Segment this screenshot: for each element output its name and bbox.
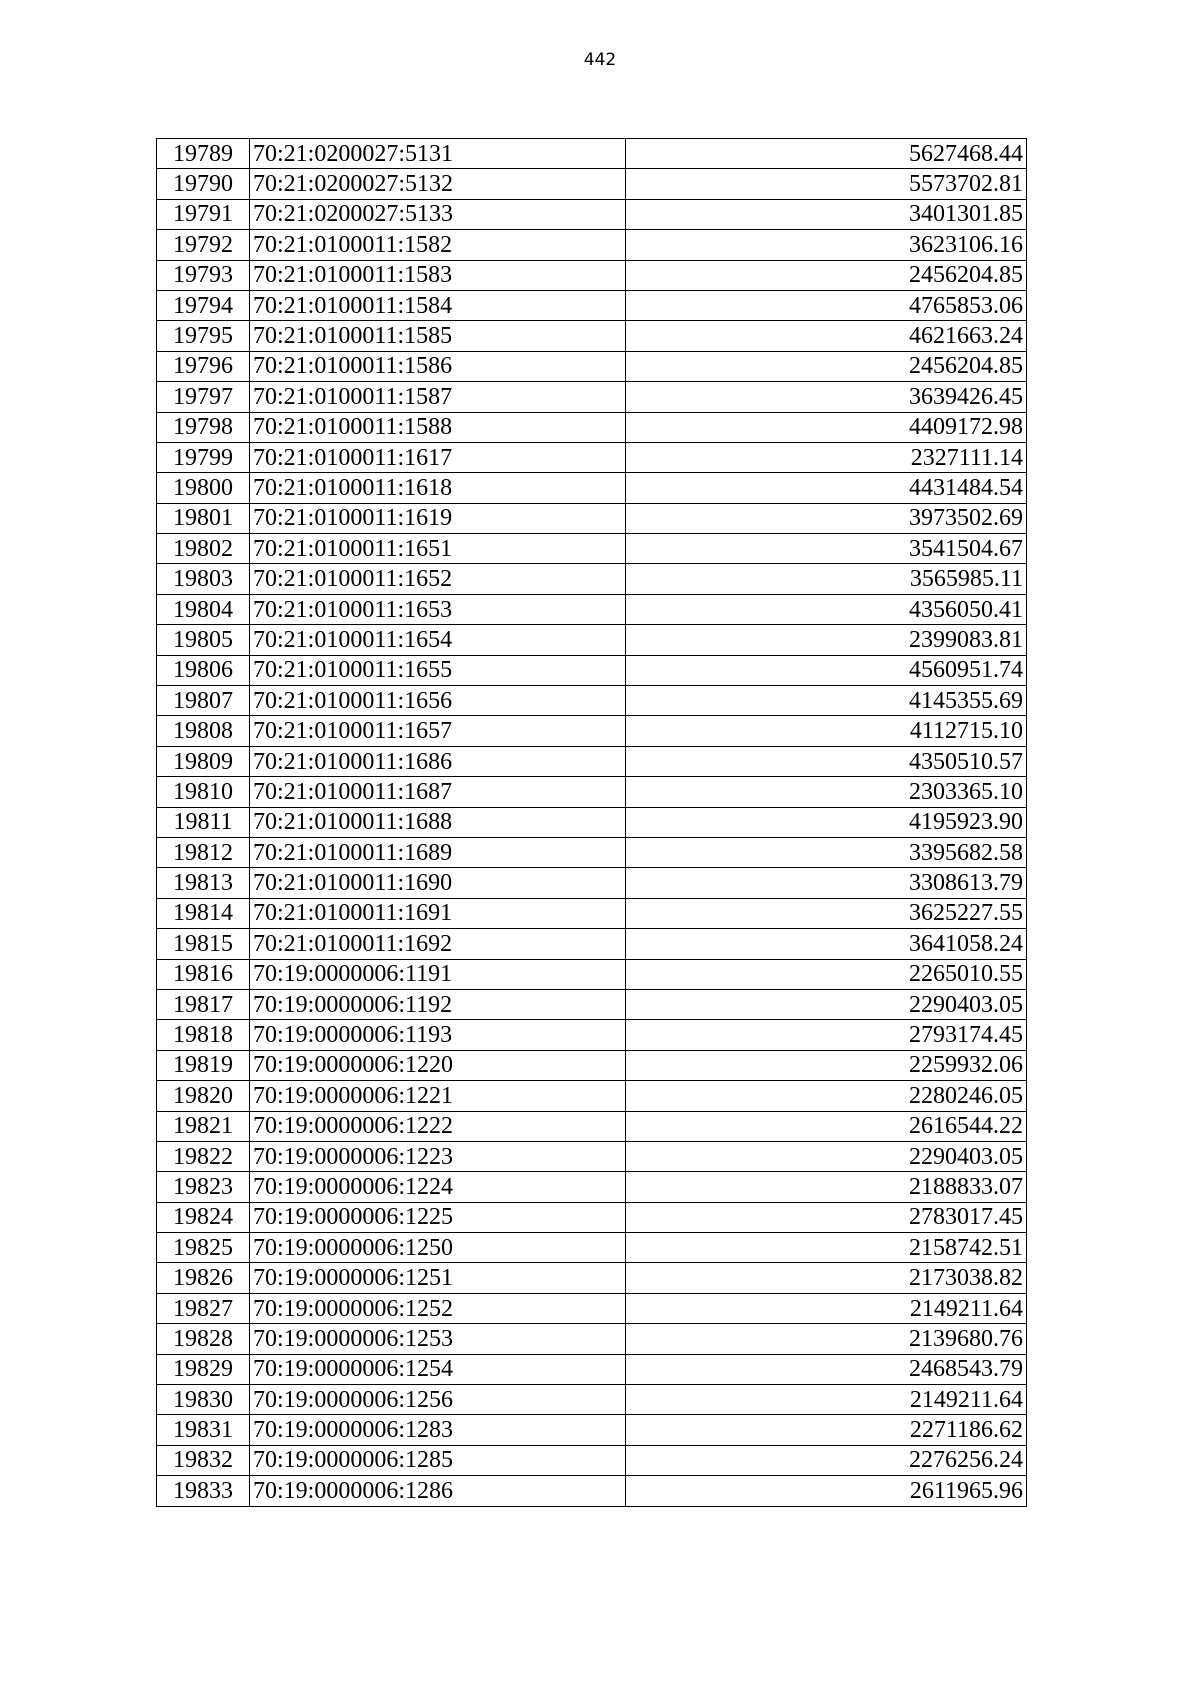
- value-cell: 4621663.24: [626, 321, 1027, 351]
- row-number-cell: 19805: [157, 625, 250, 655]
- row-number-cell: 19804: [157, 594, 250, 624]
- table-row: [157, 1050, 1027, 1080]
- row-number-cell: 19802: [157, 534, 250, 564]
- row-number-cell: 19792: [157, 230, 250, 260]
- table-row: [157, 655, 1027, 685]
- cadastral-number-cell: 70:19:0000006:1250: [250, 1233, 626, 1263]
- row-number-cell: 19832: [157, 1445, 250, 1475]
- value-cell: 3395682.58: [626, 837, 1027, 867]
- value-cell: 3973502.69: [626, 503, 1027, 533]
- table-row: [157, 503, 1027, 533]
- cadastral-number-cell: 70:21:0100011:1691: [250, 898, 626, 928]
- row-number-cell: 19826: [157, 1263, 250, 1293]
- table-row: [157, 898, 1027, 928]
- value-cell: 2276256.24: [626, 1445, 1027, 1475]
- cadastral-number-cell: 70:19:0000006:1221: [250, 1081, 626, 1111]
- cadastral-number-cell: 70:21:0100011:1582: [250, 230, 626, 260]
- cadastral-number-cell: 70:21:0100011:1618: [250, 473, 626, 503]
- table-row: [157, 625, 1027, 655]
- cadastral-number-cell: 70:21:0200027:5133: [250, 199, 626, 229]
- table-row: [157, 473, 1027, 503]
- cadastral-number-cell: 70:19:0000006:1253: [250, 1324, 626, 1354]
- row-number-cell: 19793: [157, 260, 250, 290]
- cadastral-number-cell: 70:19:0000006:1222: [250, 1111, 626, 1141]
- table-row: [157, 1415, 1027, 1445]
- value-cell: 4560951.74: [626, 655, 1027, 685]
- table-row: [157, 1020, 1027, 1050]
- table-row: [157, 807, 1027, 837]
- value-cell: 2280246.05: [626, 1081, 1027, 1111]
- table-body: [157, 139, 1027, 1507]
- table-row: [157, 929, 1027, 959]
- cadastral-number-cell: 70:21:0100011:1588: [250, 412, 626, 442]
- cadastral-number-cell: 70:21:0100011:1617: [250, 442, 626, 472]
- table-row: [157, 1324, 1027, 1354]
- row-number-cell: 19816: [157, 959, 250, 989]
- table-row: [157, 746, 1027, 776]
- table-row: [157, 777, 1027, 807]
- row-number-cell: 19809: [157, 746, 250, 776]
- value-cell: 4431484.54: [626, 473, 1027, 503]
- cadastral-number-cell: 70:21:0100011:1657: [250, 716, 626, 746]
- row-number-cell: 19806: [157, 655, 250, 685]
- cadastral-number-cell: 70:19:0000006:1254: [250, 1354, 626, 1384]
- table-row: [157, 321, 1027, 351]
- row-number-cell: 19825: [157, 1233, 250, 1263]
- value-cell: 2303365.10: [626, 777, 1027, 807]
- row-number-cell: 19824: [157, 1202, 250, 1232]
- cadastral-number-cell: 70:19:0000006:1252: [250, 1293, 626, 1323]
- cadastral-number-cell: 70:19:0000006:1191: [250, 959, 626, 989]
- cadastral-number-cell: 70:19:0000006:1224: [250, 1172, 626, 1202]
- table-row: [157, 199, 1027, 229]
- row-number-cell: 19814: [157, 898, 250, 928]
- value-cell: 2399083.81: [626, 625, 1027, 655]
- table-row: [157, 534, 1027, 564]
- row-number-cell: 19811: [157, 807, 250, 837]
- cadastral-number-cell: 70:21:0100011:1651: [250, 534, 626, 564]
- value-cell: 2259932.06: [626, 1050, 1027, 1080]
- table-row: [157, 230, 1027, 260]
- table-row: [157, 1141, 1027, 1171]
- value-cell: 2188833.07: [626, 1172, 1027, 1202]
- cadastral-number-cell: 70:21:0100011:1585: [250, 321, 626, 351]
- row-number-cell: 19798: [157, 412, 250, 442]
- row-number-cell: 19800: [157, 473, 250, 503]
- value-cell: 2456204.85: [626, 351, 1027, 381]
- row-number-cell: 19819: [157, 1050, 250, 1080]
- row-number-cell: 19817: [157, 989, 250, 1019]
- table-row: [157, 564, 1027, 594]
- cadastral-number-cell: 70:21:0200027:5131: [250, 139, 626, 169]
- value-cell: 2290403.05: [626, 1141, 1027, 1171]
- cadastral-number-cell: 70:19:0000006:1283: [250, 1415, 626, 1445]
- value-cell: 2290403.05: [626, 989, 1027, 1019]
- row-number-cell: 19830: [157, 1385, 250, 1415]
- value-cell: 3308613.79: [626, 868, 1027, 898]
- value-cell: 3625227.55: [626, 898, 1027, 928]
- row-number-cell: 19808: [157, 716, 250, 746]
- row-number-cell: 19810: [157, 777, 250, 807]
- table-row: [157, 260, 1027, 290]
- row-number-cell: 19833: [157, 1476, 250, 1506]
- cadastral-number-cell: 70:19:0000006:1251: [250, 1263, 626, 1293]
- table-row: [157, 1263, 1027, 1293]
- value-cell: 2468543.79: [626, 1354, 1027, 1384]
- cadastral-number-cell: 70:21:0100011:1583: [250, 260, 626, 290]
- cadastral-number-cell: 70:21:0200027:5132: [250, 169, 626, 199]
- cadastral-number-cell: 70:19:0000006:1220: [250, 1050, 626, 1080]
- row-number-cell: 19827: [157, 1293, 250, 1323]
- cadastral-number-cell: 70:19:0000006:1193: [250, 1020, 626, 1050]
- table-row: [157, 686, 1027, 716]
- cadastral-number-cell: 70:21:0100011:1686: [250, 746, 626, 776]
- table-row: [157, 1172, 1027, 1202]
- value-cell: 3401301.85: [626, 199, 1027, 229]
- table-row: [157, 1445, 1027, 1475]
- cadastral-number-cell: 70:21:0100011:1692: [250, 929, 626, 959]
- table-row: [157, 382, 1027, 412]
- cadastral-number-cell: 70:21:0100011:1619: [250, 503, 626, 533]
- cadastral-number-cell: 70:19:0000006:1223: [250, 1141, 626, 1171]
- cadastral-number-cell: 70:19:0000006:1225: [250, 1202, 626, 1232]
- table-row: [157, 1111, 1027, 1141]
- table-row: [157, 959, 1027, 989]
- table-row: [157, 1354, 1027, 1384]
- table-row: [157, 290, 1027, 320]
- table-row: [157, 169, 1027, 199]
- cadastral-number-cell: 70:19:0000006:1286: [250, 1476, 626, 1506]
- table-row: [157, 1081, 1027, 1111]
- page-number: 442: [583, 50, 617, 70]
- value-cell: 2327111.14: [626, 442, 1027, 472]
- value-cell: 4145355.69: [626, 686, 1027, 716]
- value-cell: 2611965.96: [626, 1476, 1027, 1506]
- table-row: [157, 594, 1027, 624]
- value-cell: 2149211.64: [626, 1293, 1027, 1323]
- value-cell: 2271186.62: [626, 1415, 1027, 1445]
- value-cell: 4409172.98: [626, 412, 1027, 442]
- table-row: [157, 989, 1027, 1019]
- value-cell: 2793174.45: [626, 1020, 1027, 1050]
- cadastral-number-cell: 70:21:0100011:1654: [250, 625, 626, 655]
- value-cell: 4350510.57: [626, 746, 1027, 776]
- table-row: [157, 442, 1027, 472]
- cadastral-number-cell: 70:21:0100011:1652: [250, 564, 626, 594]
- value-cell: 4112715.10: [626, 716, 1027, 746]
- row-number-cell: 19815: [157, 929, 250, 959]
- row-number-cell: 19820: [157, 1081, 250, 1111]
- row-number-cell: 19794: [157, 290, 250, 320]
- row-number-cell: 19821: [157, 1111, 250, 1141]
- value-cell: 2173038.82: [626, 1263, 1027, 1293]
- table-row: [157, 1385, 1027, 1415]
- row-number-cell: 19803: [157, 564, 250, 594]
- table-row: [157, 412, 1027, 442]
- table-row: [157, 1233, 1027, 1263]
- row-number-cell: 19828: [157, 1324, 250, 1354]
- value-cell: 4356050.41: [626, 594, 1027, 624]
- value-cell: 2783017.45: [626, 1202, 1027, 1232]
- value-cell: 3565985.11: [626, 564, 1027, 594]
- table-row: [157, 868, 1027, 898]
- table-row: [157, 139, 1027, 169]
- cadastral-number-cell: 70:21:0100011:1690: [250, 868, 626, 898]
- table-row: [157, 351, 1027, 381]
- row-number-cell: 19813: [157, 868, 250, 898]
- cadastral-number-cell: 70:21:0100011:1584: [250, 290, 626, 320]
- value-cell: 5573702.81: [626, 169, 1027, 199]
- row-number-cell: 19790: [157, 169, 250, 199]
- row-number-cell: 19807: [157, 686, 250, 716]
- row-number-cell: 19797: [157, 382, 250, 412]
- value-cell: 2616544.22: [626, 1111, 1027, 1141]
- value-cell: 3639426.45: [626, 382, 1027, 412]
- row-number-cell: 19818: [157, 1020, 250, 1050]
- value-cell: 4195923.90: [626, 807, 1027, 837]
- row-number-cell: 19799: [157, 442, 250, 472]
- cadastral-number-cell: 70:21:0100011:1653: [250, 594, 626, 624]
- row-number-cell: 19829: [157, 1354, 250, 1384]
- table-row: [157, 1293, 1027, 1323]
- value-cell: 3541504.67: [626, 534, 1027, 564]
- value-cell: 4765853.06: [626, 290, 1027, 320]
- cadastral-number-cell: 70:19:0000006:1256: [250, 1385, 626, 1415]
- cadastral-number-cell: 70:21:0100011:1587: [250, 382, 626, 412]
- cadastral-value-table: [156, 138, 1027, 1507]
- table-row: [157, 837, 1027, 867]
- value-cell: 2149211.64: [626, 1385, 1027, 1415]
- table-row: [157, 716, 1027, 746]
- value-cell: 3641058.24: [626, 929, 1027, 959]
- row-number-cell: 19812: [157, 837, 250, 867]
- cadastral-number-cell: 70:19:0000006:1285: [250, 1445, 626, 1475]
- row-number-cell: 19822: [157, 1141, 250, 1171]
- cadastral-number-cell: 70:19:0000006:1192: [250, 989, 626, 1019]
- cadastral-number-cell: 70:21:0100011:1689: [250, 837, 626, 867]
- value-cell: 3623106.16: [626, 230, 1027, 260]
- table-row: [157, 1476, 1027, 1506]
- value-cell: 2265010.55: [626, 959, 1027, 989]
- table-row: [157, 1202, 1027, 1232]
- cadastral-number-cell: 70:21:0100011:1656: [250, 686, 626, 716]
- row-number-cell: 19791: [157, 199, 250, 229]
- cadastral-number-cell: 70:21:0100011:1687: [250, 777, 626, 807]
- value-cell: 2139680.76: [626, 1324, 1027, 1354]
- row-number-cell: 19789: [157, 139, 250, 169]
- row-number-cell: 19795: [157, 321, 250, 351]
- row-number-cell: 19831: [157, 1415, 250, 1445]
- value-cell: 5627468.44: [626, 139, 1027, 169]
- row-number-cell: 19801: [157, 503, 250, 533]
- cadastral-number-cell: 70:21:0100011:1655: [250, 655, 626, 685]
- cadastral-number-cell: 70:21:0100011:1688: [250, 807, 626, 837]
- value-cell: 2456204.85: [626, 260, 1027, 290]
- row-number-cell: 19796: [157, 351, 250, 381]
- cadastral-number-cell: 70:21:0100011:1586: [250, 351, 626, 381]
- row-number-cell: 19823: [157, 1172, 250, 1202]
- value-cell: 2158742.51: [626, 1233, 1027, 1263]
